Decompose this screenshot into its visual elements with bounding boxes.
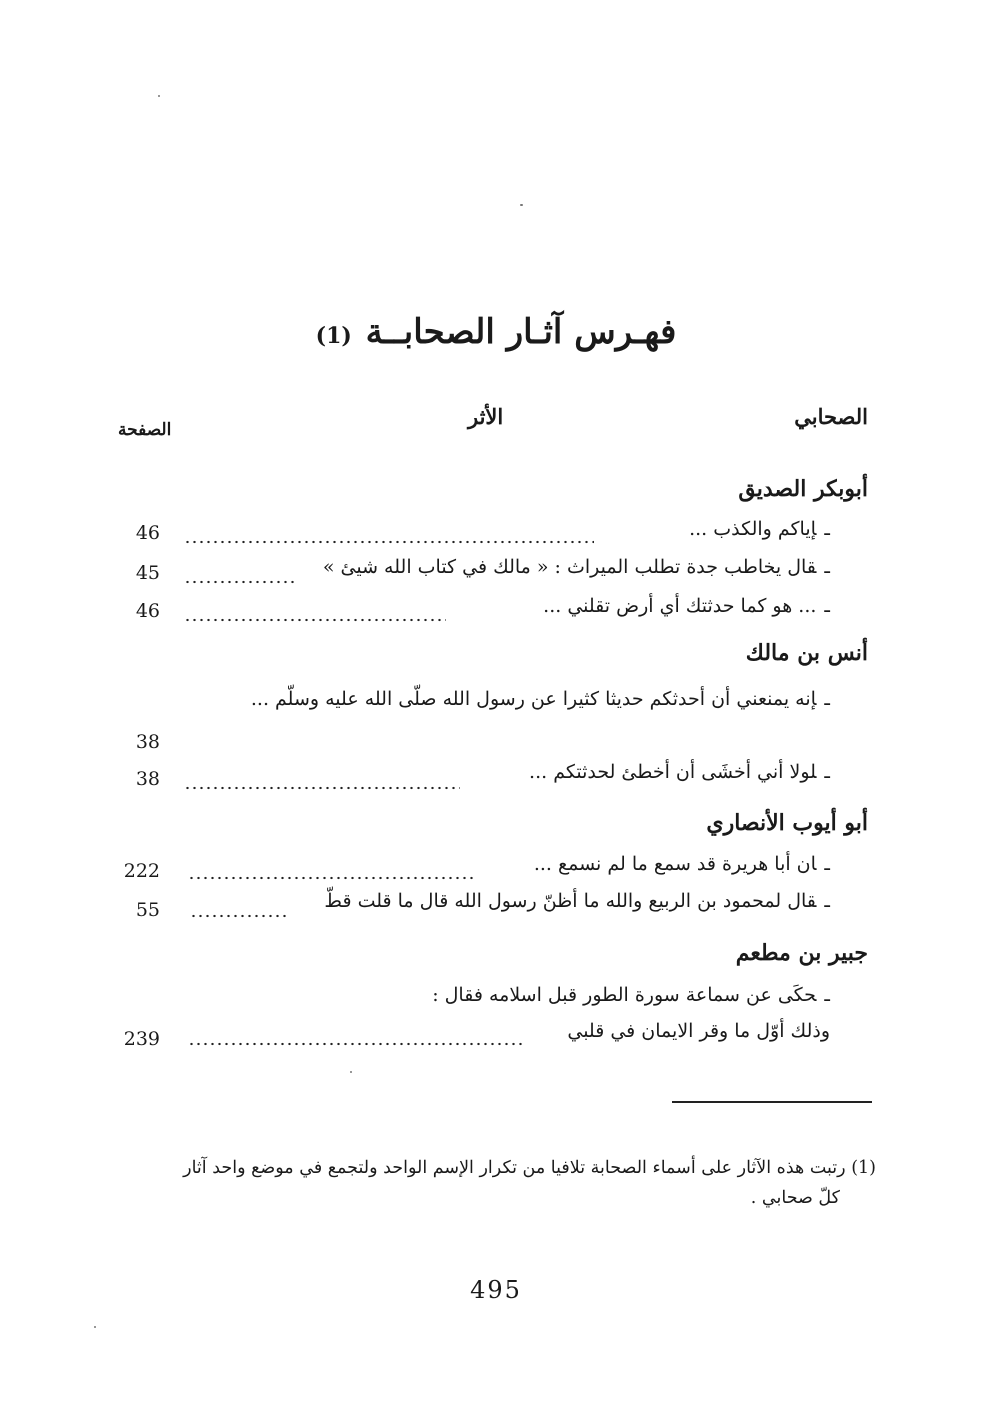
entry-dash: ـ — [824, 595, 830, 617]
entry-dash: ـ — [824, 984, 830, 1006]
dot-leader — [184, 618, 446, 622]
entry-dash: ـ — [824, 518, 830, 540]
entry-dash: ـ — [824, 890, 830, 912]
scan-speck — [350, 1071, 352, 1073]
entry-text: إياكم والكذب ... — [689, 518, 817, 540]
entry-text: ... هو كما حدثتك أي أرض تقلني ... — [543, 595, 817, 617]
companion-name: جبير بن مطعم — [735, 940, 868, 966]
athar-entry — [689, 518, 830, 540]
athar-entry — [543, 595, 830, 617]
athar-entry — [432, 984, 830, 1006]
footnote-line-2: كلّ صحابي . — [750, 1188, 840, 1208]
page-ref: 38 — [135, 768, 160, 790]
athar-entry — [251, 688, 830, 710]
page-ref: 46 — [135, 522, 160, 544]
athar-entry — [529, 761, 830, 783]
entry-dash: ـ — [824, 556, 830, 578]
companion-name: أبو أيوب الأنصاري — [706, 810, 868, 836]
entry-text: قال يخاطب جدة تطلب الميراث : « مالك في كتاب الله شيئ » — [322, 556, 817, 578]
entry-text: حكَى عن سماعة سورة الطور قبل اسلامه فقال : — [432, 984, 817, 1006]
athar-entry — [323, 556, 830, 578]
entry-text: لولا أني أخشَى أن أخطئ لحدثتكم ... — [529, 761, 817, 783]
page-ref: 222 — [123, 860, 160, 882]
footnote-marker: (1) — [851, 1158, 876, 1178]
dot-leader — [190, 914, 286, 918]
dot-leader — [184, 786, 460, 790]
footnote — [116, 1153, 876, 1213]
dot-leader — [188, 876, 474, 880]
athar-entry-continuation: وذلك أوّل ما وقر الايمان في قلبي — [567, 1020, 830, 1042]
athar-entry — [324, 890, 830, 912]
index-title-text: فهـرس آثـار الصحابــة — [365, 312, 677, 352]
column-header-page: الصفحة — [118, 420, 172, 440]
athar-entry — [534, 853, 830, 875]
page-number: 495 — [470, 1276, 522, 1304]
dot-leader — [184, 540, 594, 544]
entry-dash: ـ — [824, 688, 830, 710]
companion-name: أنس بن مالك — [745, 640, 868, 666]
scan-speck — [520, 204, 523, 206]
footnote-text: رتبت هذه الآثار على أسماء الصحابة تلافيا من تكرار الإسم الواحد ولتجمع في موضع واحد آثار — [183, 1158, 846, 1178]
footnote-rule — [672, 1101, 872, 1103]
scan-speck — [158, 95, 160, 97]
dot-leader — [184, 580, 296, 584]
companion-name: أبوبكر الصديق — [738, 476, 868, 502]
entry-text: قال لمحمود بن الربيع والله ما أظنّ رسول الله قال ما قلت قطّ — [324, 890, 817, 912]
entry-text: إنه يمنعني أن أحدثكم حديثا كثيرا عن رسول الله صلّى الله عليه وسلّم ... — [250, 688, 817, 710]
entry-text: ان أبا هريرة قد سمع ما لم نسمع ... — [533, 853, 817, 875]
title-footnote-marker: (1) — [315, 323, 352, 349]
entry-dash: ـ — [824, 761, 830, 783]
page-ref: 38 — [135, 731, 160, 753]
scan-speck — [94, 1326, 96, 1328]
page-ref: 46 — [135, 600, 160, 622]
column-header-sahabi: الصحابي — [794, 404, 868, 429]
page-ref: 239 — [123, 1028, 160, 1050]
column-header-athar: الأثر — [468, 404, 504, 429]
footnote-line-1 — [116, 1153, 876, 1183]
dot-leader — [188, 1042, 526, 1046]
index-title — [0, 312, 992, 352]
page-ref: 45 — [135, 562, 160, 584]
entry-dash: ـ — [824, 853, 830, 875]
page-ref: 55 — [135, 899, 160, 921]
